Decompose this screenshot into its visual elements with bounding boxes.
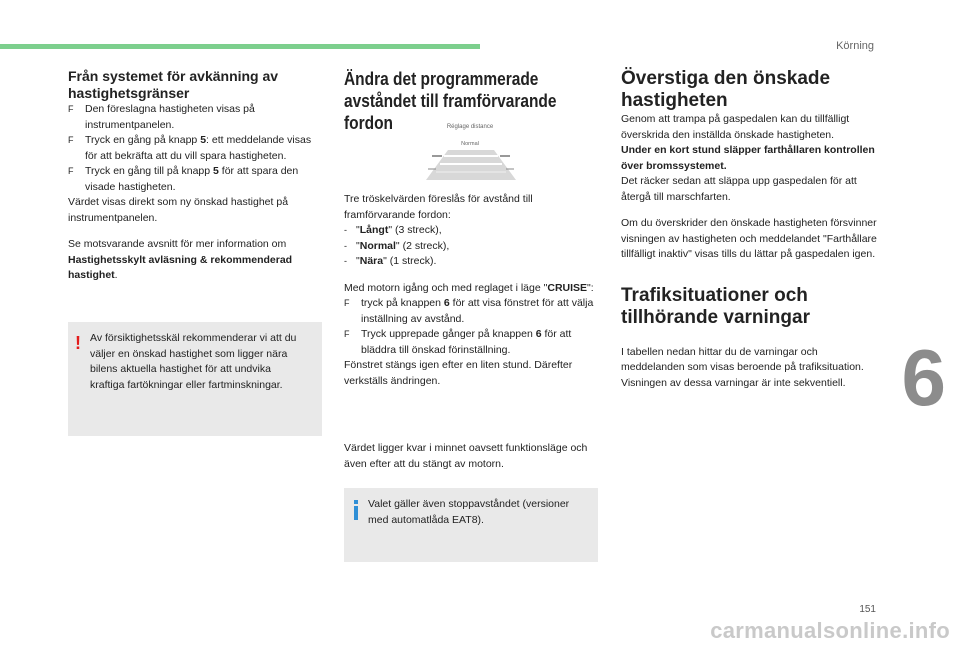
paragraph: Värdet visas direkt som ny önskad hastighet på instrumentpanelen. <box>68 196 289 224</box>
dash-icon: - <box>344 256 347 266</box>
bullet-icon: F <box>68 104 74 114</box>
paragraph: Om du överskrider den önskade hastigheten försvinner visningen av hastigheten och meddelandet "Farthållare tillfälligt inaktiv" visas tills du lättar på gaspedalen igen. <box>621 217 877 260</box>
info-text: Valet gäller även stoppavståndet (versioner med automatlåda EAT8). <box>368 498 570 526</box>
bullet-icon: F <box>68 166 74 176</box>
list-item <box>344 239 598 255</box>
paragraph: I tabellen nedan hittar du de varningar och meddelanden som visas beroende på trafiksituation. <box>621 345 864 373</box>
list-item <box>344 327 598 358</box>
paragraph: Tre tröskelvärden föreslås för avstånd till framförvarande fordon: <box>344 193 533 221</box>
list-item <box>344 254 598 270</box>
display-mode: Normal <box>461 141 479 147</box>
info-icon <box>354 500 359 520</box>
paragraph: Med motorn igång och med reglaget i läge "CRUISE": <box>344 281 594 294</box>
info-box <box>344 488 598 562</box>
list-item <box>68 102 324 133</box>
heading-exceed-speed: Överstiga den önskade hastigheten <box>621 68 831 111</box>
column-distance-body <box>344 192 598 389</box>
column-speed-limit <box>68 68 324 284</box>
reference-paragraph: Se motsvarande avsnitt för mer information om Hastighetsskylt avläsning & rekommenderad hastighet. <box>68 238 293 281</box>
warning-icon: ! <box>75 333 81 353</box>
display-title: Réglage distance <box>446 124 494 130</box>
heading-distance: Ändra det programmerade avståndet till framförvarande fordon <box>344 69 557 133</box>
chapter-number: 6 <box>901 333 946 422</box>
paragraph: Fönstret stängs igen efter en liten stund. Därefter verkställs ändringen. <box>344 359 573 387</box>
watermark: carmanualsonline.info <box>710 618 950 643</box>
list-item <box>344 223 598 239</box>
heading-traffic-situations: Trafiksituationer och tillhörande varningar <box>621 284 810 328</box>
distance-display-illustration <box>418 120 528 184</box>
bullet-icon: F <box>68 135 74 145</box>
list-item <box>344 296 598 327</box>
top-accent-bar <box>0 44 480 49</box>
dash-icon: - <box>344 240 347 251</box>
bullet-text: Den föreslagna hastigheten visas på instrumentpanelen. <box>85 103 255 131</box>
distance-display-graphic <box>418 120 528 184</box>
list-item <box>68 164 324 195</box>
option-text: "Nära" (1 streck). <box>356 255 437 267</box>
option-text: "Normal" (2 streck), <box>356 239 450 252</box>
paragraph-bold: Under en kort stund släpper farthållaren kontrollen över bromssystemet. <box>621 144 875 172</box>
bullet-text: tryck på knappen 6 för att visa fönstret för att välja inställning av avstånd. <box>361 297 594 325</box>
bullet-text: Tryck en gång till på knapp 5 för att spara den visade hastigheten. <box>85 165 299 193</box>
page-number: 151 <box>859 604 876 615</box>
paragraph: Det räcker sedan att släppa upp gaspedalen för att återgå till marschfarten. <box>621 175 857 203</box>
warning-text: Av försiktighetsskäl rekommenderar vi att du väljer en önskad hastighet som ligger nära bilens aktuella hastighet för att undvika kraftiga fartökningar eller fartminskningar. <box>90 332 297 391</box>
section-label: Körning <box>836 40 874 52</box>
dash-icon: - <box>344 225 347 235</box>
list-item <box>68 133 324 164</box>
bullet-icon: F <box>344 329 350 339</box>
paragraph: Visningen av dessa varningar är inte sekventiell. <box>621 376 846 389</box>
bullet-icon: F <box>344 298 350 308</box>
bullet-text: Tryck en gång på knapp 5: ett meddelande visas för att bekräfta att du vill spara hastigheten. <box>85 134 312 162</box>
bullet-text: Tryck upprepade gånger på knappen 6 för att bläddra till önskad förinställning. <box>361 328 572 356</box>
warning-box <box>68 322 322 436</box>
paragraph: Värdet ligger kvar i minnet oavsett funktionsläge och även efter att du stängt av motorn. <box>344 442 588 470</box>
memory-note <box>344 441 598 472</box>
heading-speed-limit: Från systemet för avkänning av hastighetsgränser <box>68 68 279 101</box>
option-text: "Långt" (3 streck), <box>356 224 442 236</box>
paragraph: Genom att trampa på gaspedalen kan du tillfälligt överskrida den inställda önskade hastigheten. <box>621 113 850 141</box>
column-exceed-speed <box>621 68 877 391</box>
